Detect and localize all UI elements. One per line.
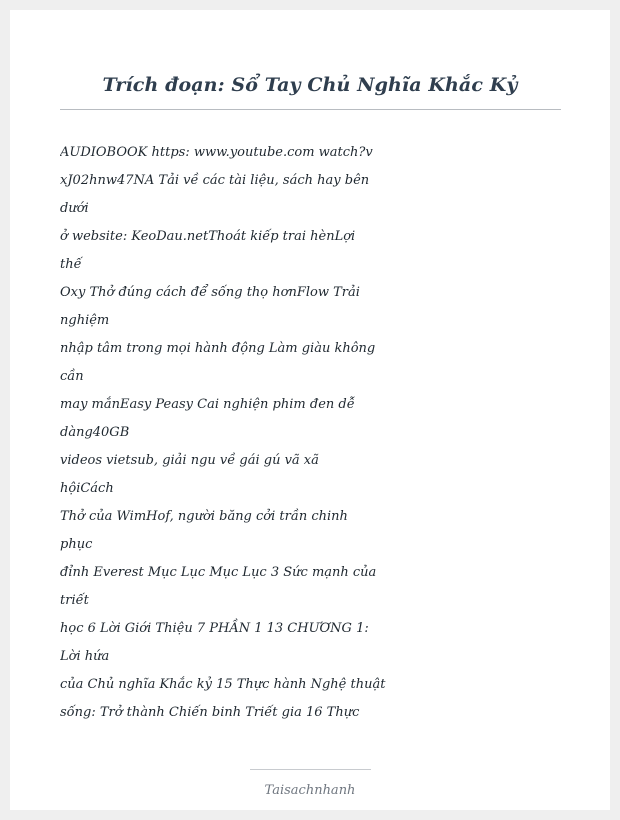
text-line: videos vietsub, giải ngu về gái gú vã xã [60, 453, 319, 468]
text-line: AUDIOBOOK https: www.youtube.com watch?v [60, 145, 373, 160]
text-line: xJ02hnw47NA Tải về các tài liệu, sách hay bên [60, 173, 370, 188]
footer-divider [250, 769, 371, 770]
page-title: Trích đoạn: Sổ Tay Chủ Nghĩa Khắc Kỷ [102, 74, 518, 96]
excerpt-body [60, 139, 560, 727]
text-line: sống: Trở thành Chiến binh Triết gia 16 Thực [60, 705, 360, 720]
text-line: cần [60, 369, 84, 384]
text-line: của Chủ nghĩa Khắc kỷ 15 Thực hành Nghệ thuật [60, 677, 386, 692]
text-line: phục [60, 537, 93, 552]
text-line: may mắnEasy Peasy Cai nghiện phim đen dễ [60, 397, 355, 412]
text-line: Lời hứa [60, 649, 110, 664]
text-line: nghiệm [60, 313, 110, 328]
text-line: ở website: KeoDau.netThoát kiếp trai hènLợi [60, 229, 356, 244]
text-line: thế [60, 257, 82, 272]
text-line: học 6 Lời Giới Thiệu 7 PHẦN 1 13 CHƯƠNG 1: [60, 621, 369, 636]
text-line: Oxy Thở đúng cách để sống thọ hơnFlow Trải [60, 285, 360, 300]
document-page [10, 10, 610, 810]
text-line: nhập tâm trong mọi hành động Làm giàu không [60, 341, 376, 356]
text-line: Thở của WimHof, người băng cởi trần chinh [60, 509, 348, 524]
text-line: triết [60, 593, 89, 608]
footer-source: Taisachnhanh [264, 783, 356, 798]
title-divider [60, 109, 561, 110]
text-line: dưới [60, 201, 89, 216]
text-line: dàng40GB [60, 425, 130, 440]
text-line: hộiCách [60, 481, 114, 496]
text-line: đỉnh Everest Mục Lục Mục Lục 3 Sức mạnh của [60, 565, 377, 580]
